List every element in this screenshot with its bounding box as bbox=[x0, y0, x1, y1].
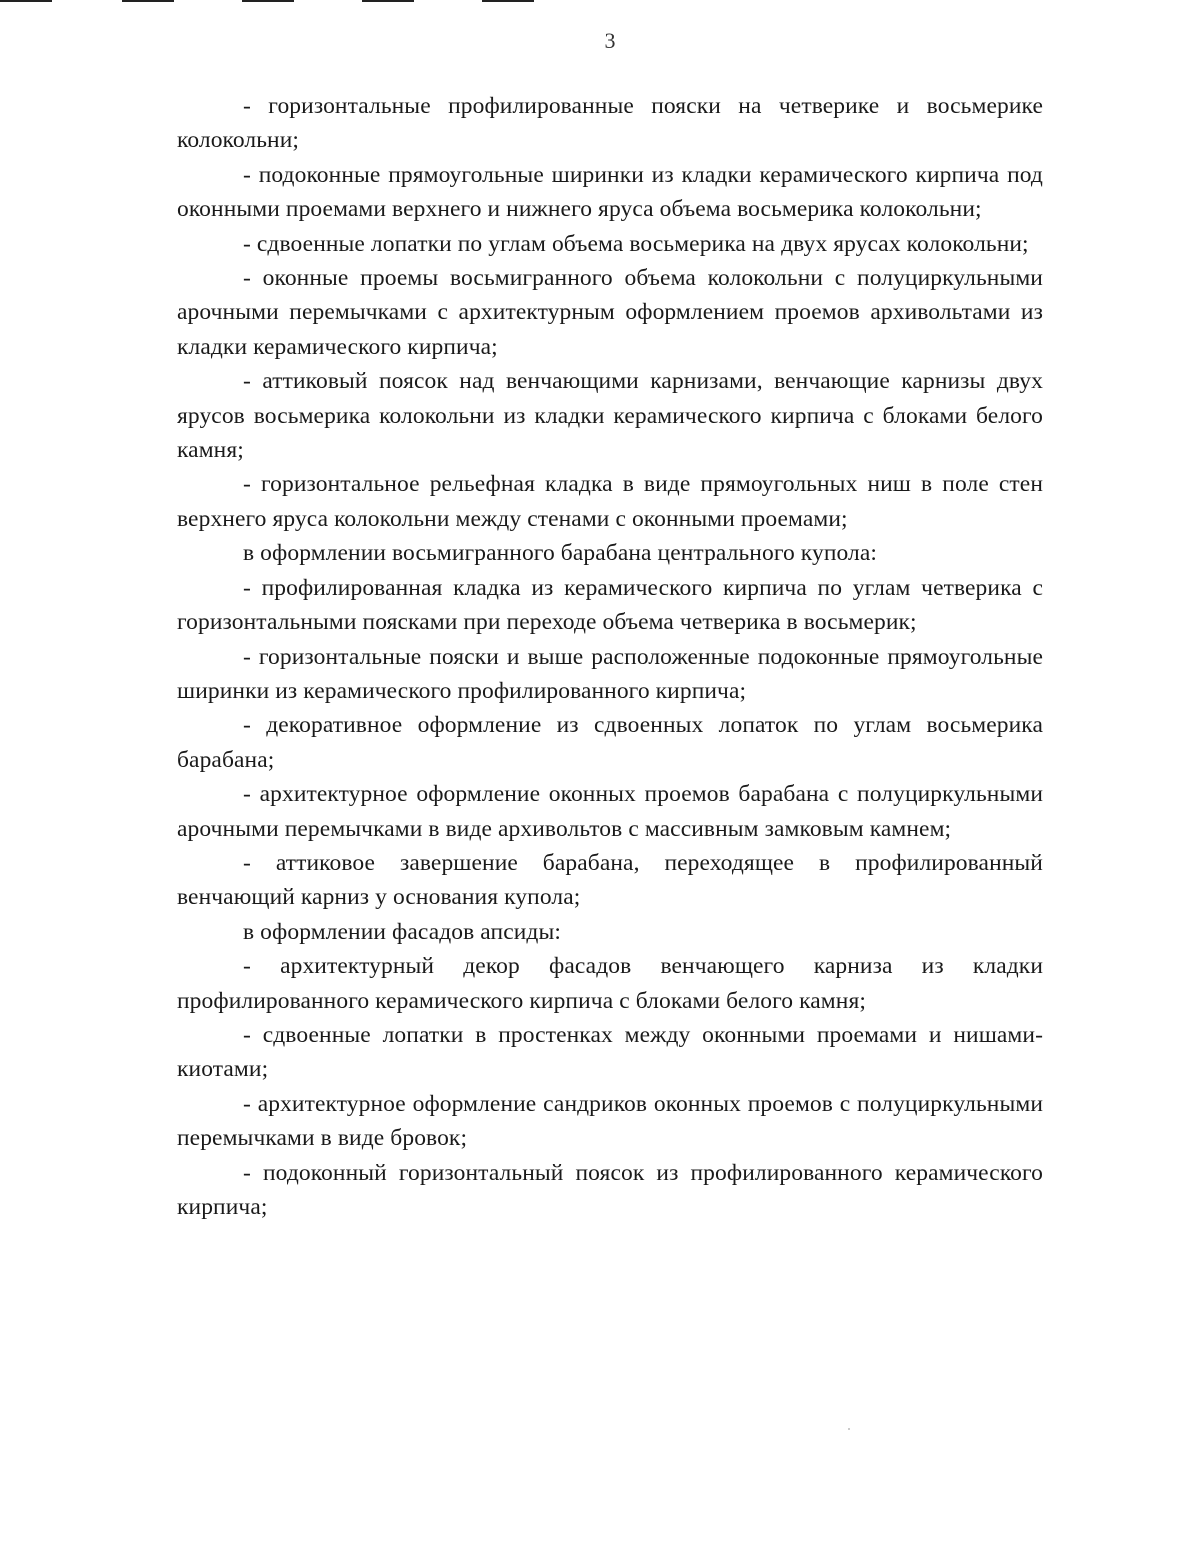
paragraph: - архитектурное оформление оконных проемов барабана с полуциркульными арочными перемычками в виде архивольтов с массивным замковым камнем; bbox=[177, 781, 1043, 842]
paragraph: - подоконные прямоугольные ширинки из кладки керамического кирпича под оконными проемами верхнего и нижнего яруса объема восьмерика колокольни; bbox=[177, 161, 1043, 223]
paragraph: - горизонтальные пояски и выше расположенные подоконные прямоугольные ширинки из керамического профилированного кирпича; bbox=[177, 643, 1043, 704]
scan-mark bbox=[122, 0, 174, 2]
paragraph: - оконные проемы восьмигранного объема колокольни с полуциркульными арочными перемычками с архитектурным оформлением проемов архивольтами из кладки керамического кирпича; bbox=[177, 265, 1043, 360]
paragraph: в оформлении восьмигранного барабана центрального купола: bbox=[243, 540, 878, 567]
scan-edge-marks bbox=[0, 0, 600, 4]
paragraph: - декоративное оформление из сдвоенных лопаток по углам восьмерика барабана; bbox=[177, 712, 1043, 773]
paragraph: - сдвоенные лопатки по углам объема восьмерика на двух ярусах колокольни; bbox=[243, 230, 1029, 257]
document-body bbox=[177, 89, 1043, 1224]
scan-mark bbox=[482, 0, 534, 2]
paragraph: - горизонтальные профилированные пояски на четверике и восьмерике колокольни; bbox=[177, 93, 1043, 154]
scan-mark bbox=[362, 0, 414, 2]
paragraph: - профилированная кладка из керамического кирпича по углам четверика с горизонтальными поясками при переходе объема четверика в восьмерик; bbox=[177, 574, 1043, 636]
paragraph: - сдвоенные лопатки в простенках между оконными проемами и нишами-киотами; bbox=[177, 1021, 1043, 1083]
scan-speck bbox=[848, 1428, 850, 1430]
paragraph: - горизонтальное рельефная кладка в виде прямоугольных ниш в поле стен верхнего яруса колокольни между стенами с оконными проемами; bbox=[177, 471, 1043, 532]
paragraph: - архитектурный декор фасадов венчающего карниза из кладки профилированного керамического кирпича с блоками белого камня; bbox=[177, 953, 1043, 1014]
page-number: 3 bbox=[604, 28, 616, 53]
paragraph: - аттиковый поясок над венчающими карнизами, венчающие карнизы двух ярусов восьмерика колокольни из кладки керамического кирпича с блоками белого камня; bbox=[177, 368, 1043, 464]
paragraph: - аттиковое завершение барабана, переходящее в профилированный венчающий карниз у основания купола; bbox=[177, 849, 1043, 911]
paragraph: - архитектурное оформление сандриков оконных проемов с полуциркульными перемычками в виде бровок; bbox=[177, 1090, 1043, 1152]
scan-mark bbox=[242, 0, 294, 2]
paragraph: - подоконный горизонтальный поясок из профилированного керамического кирпича; bbox=[177, 1159, 1043, 1220]
scan-mark bbox=[0, 0, 52, 2]
paragraph: в оформлении фасадов апсиды: bbox=[243, 918, 561, 945]
